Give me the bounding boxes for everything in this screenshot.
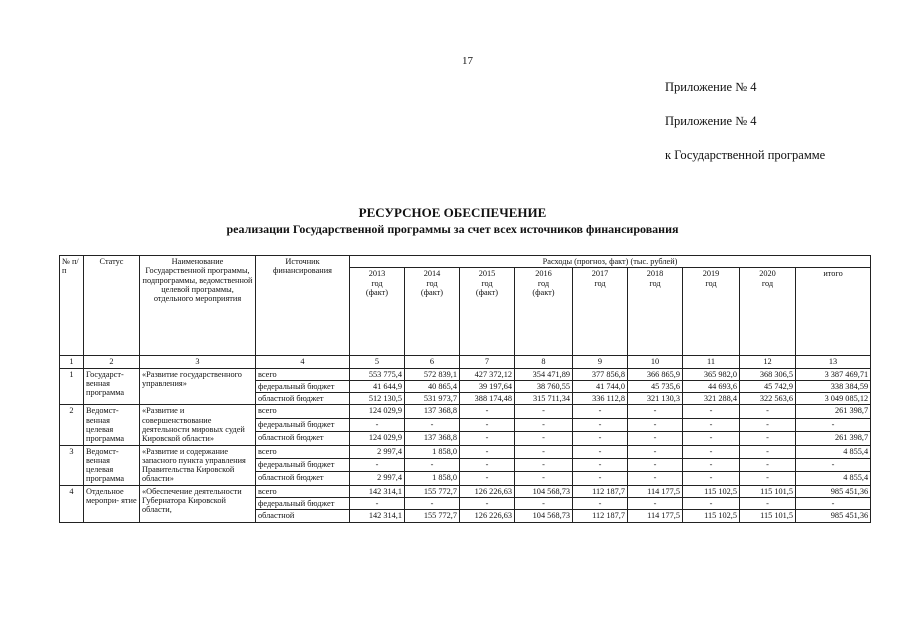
row-value: 365 982,0 (683, 368, 740, 380)
column-number: 11 (683, 356, 740, 368)
appendix-line-2: Приложение № 4 (665, 114, 757, 128)
row-value: 114 177,5 (628, 485, 683, 497)
header-total: итого (796, 268, 871, 356)
header-year-6 (683, 268, 740, 356)
document-subtitle: реализации Государственной программы за счет всех источников финансирования (226, 222, 679, 236)
row-value: - (683, 497, 740, 509)
row-value: 142 314,1 (350, 485, 405, 497)
row-value: - (405, 418, 460, 431)
header-year-3 (515, 268, 573, 356)
row-value: 321 130,3 (628, 393, 683, 405)
row-value: - (628, 405, 683, 418)
row-value: 2 997,4 (350, 445, 405, 458)
row-value: - (683, 432, 740, 445)
column-number: 3 (140, 356, 256, 368)
row-status: Ведомст- венная целевая программа (84, 445, 140, 485)
row-source: областной (256, 510, 350, 522)
row-value: 124 029,9 (350, 405, 405, 418)
header-expenses: Расходы (прогноз, факт) (тыс. рублей) (350, 256, 871, 268)
row-value: - (515, 445, 573, 458)
row-value: 115 101,5 (740, 510, 796, 522)
header-year-f: (факт) (365, 287, 389, 297)
row-value: - (683, 472, 740, 485)
header-year-f: (факт) (475, 287, 499, 297)
row-value: 41 644,9 (350, 380, 405, 392)
resource-table (59, 255, 871, 523)
row-value: - (740, 445, 796, 458)
row-value: 512 130,5 (350, 393, 405, 405)
header-year-0 (350, 268, 405, 356)
row-value: 572 839,1 (405, 368, 460, 380)
row-value: 427 372,12 (460, 368, 515, 380)
row-value: 39 197,64 (460, 380, 515, 392)
row-value: - (740, 472, 796, 485)
row-value: 4 855,4 (796, 472, 871, 485)
column-number: 2 (84, 356, 140, 368)
row-value: - (350, 497, 405, 509)
row-value: 45 735,6 (628, 380, 683, 392)
row-source: федеральный бюджет (256, 380, 350, 392)
row-value: 104 568,73 (515, 510, 573, 522)
row-value: 142 314,1 (350, 510, 405, 522)
header-year-1 (405, 268, 460, 356)
row-value: - (628, 472, 683, 485)
header-year-g: год (426, 278, 438, 288)
row-source: федеральный бюджет (256, 497, 350, 509)
row-number: 3 (60, 445, 84, 485)
header-year-y: 2014 (423, 269, 441, 279)
header-year-y: 2020 (759, 269, 776, 279)
header-year-g: год (761, 278, 774, 288)
row-source: всего (256, 445, 350, 458)
row-value: 321 288,4 (683, 393, 740, 405)
row-value: 366 865,9 (628, 368, 683, 380)
row-value: 112 187,7 (573, 510, 628, 522)
header-year-7 (740, 268, 796, 356)
row-value: 261 398,7 (796, 405, 871, 418)
row-value: 322 563,6 (740, 393, 796, 405)
row-value: 115 102,5 (683, 510, 740, 522)
row-value: 1 858,0 (405, 445, 460, 458)
appendix-line-1: Приложение № 4 (665, 80, 757, 94)
row-value: 155 772,7 (405, 510, 460, 522)
header-year-g: год (705, 278, 717, 288)
appendix-line-3: к Государственной программе (665, 148, 826, 162)
header-year-f: (факт) (420, 287, 444, 297)
row-value: - (350, 418, 405, 431)
header-year-5 (628, 268, 683, 356)
row-source: областной бюджет (256, 432, 350, 445)
row-value: 40 865,4 (405, 380, 460, 392)
column-number-row (60, 356, 871, 368)
row-value: - (628, 458, 683, 471)
header-no: № п/п (60, 256, 84, 356)
row-status: Отдельное меропри- ятие (84, 485, 140, 522)
row-value: 1 858,0 (405, 472, 460, 485)
row-value: - (515, 418, 573, 431)
header-year-2 (460, 268, 515, 356)
header-year-y: 2016 (535, 269, 552, 279)
column-number: 13 (796, 356, 871, 368)
header-year-g: год (537, 278, 550, 288)
row-value: - (515, 497, 573, 509)
row-value: 155 772,7 (405, 485, 460, 497)
row-value: - (573, 497, 628, 509)
header-year-g: год (594, 278, 606, 288)
header-year-y: 2017 (591, 269, 609, 279)
header-year-f: (факт) (532, 287, 555, 297)
row-value: - (460, 472, 515, 485)
header-year-g: год (371, 278, 383, 288)
row-value: 115 102,5 (683, 485, 740, 497)
resource-table-wrap (59, 255, 871, 523)
row-value: - (515, 405, 573, 418)
row-number: 1 (60, 368, 84, 405)
row-status: Ведомст- венная целевая программа (84, 405, 140, 445)
table-row (60, 445, 871, 458)
row-program-name: «Развитие и содержание запасного пункта управления Правительства Кировской области» (140, 445, 256, 485)
row-value: - (573, 472, 628, 485)
row-value: 44 693,6 (683, 380, 740, 392)
row-value: - (515, 432, 573, 445)
header-year-g: год (481, 278, 493, 288)
table-row (60, 485, 871, 497)
column-number: 5 (350, 356, 405, 368)
row-value: - (573, 418, 628, 431)
row-status: Государст- венная программа (84, 368, 140, 405)
row-value: - (573, 405, 628, 418)
row-value: 112 187,7 (573, 485, 628, 497)
table-row (60, 405, 871, 418)
row-value: - (740, 418, 796, 431)
row-value: - (796, 418, 871, 431)
row-value: - (628, 418, 683, 431)
row-value: 115 101,5 (740, 485, 796, 497)
row-program-name: «Обеспечение деятельности Губернатора Кировской области, (140, 485, 256, 522)
row-value: - (740, 458, 796, 471)
table-row (60, 368, 871, 380)
row-value: 531 973,7 (405, 393, 460, 405)
row-value: 3 049 085,12 (796, 393, 871, 405)
row-source: областной бюджет (256, 472, 350, 485)
row-value: - (515, 472, 573, 485)
row-value: 388 174,48 (460, 393, 515, 405)
row-number: 4 (60, 485, 84, 522)
row-value: - (573, 458, 628, 471)
row-value: 41 744,0 (573, 380, 628, 392)
row-value: - (683, 405, 740, 418)
row-source: федеральный бюджет (256, 458, 350, 471)
row-value: - (460, 445, 515, 458)
row-value: 338 384,59 (796, 380, 871, 392)
row-value: - (405, 458, 460, 471)
row-value: 4 855,4 (796, 445, 871, 458)
row-value: 137 368,8 (405, 432, 460, 445)
row-value: 985 451,36 (796, 485, 871, 497)
row-value: - (573, 432, 628, 445)
row-value: - (460, 405, 515, 418)
row-value: 126 226,63 (460, 485, 515, 497)
row-value: 261 398,7 (796, 432, 871, 445)
row-value: - (460, 458, 515, 471)
row-value: - (740, 497, 796, 509)
row-value: 3 387 469,71 (796, 368, 871, 380)
row-value: 985 451,36 (796, 510, 871, 522)
row-value: 315 711,34 (515, 393, 573, 405)
header-year-y: 2018 (646, 269, 664, 279)
row-value: 45 742,9 (740, 380, 796, 392)
row-value: - (628, 497, 683, 509)
header-year-g: год (649, 278, 661, 288)
column-number: 4 (256, 356, 350, 368)
row-source: всего (256, 368, 350, 380)
page-number: 17 (462, 55, 473, 67)
row-value: - (405, 497, 460, 509)
column-number: 1 (60, 356, 84, 368)
row-value: - (796, 497, 871, 509)
row-value: 38 760,55 (515, 380, 573, 392)
row-source: всего (256, 485, 350, 497)
row-value: - (628, 432, 683, 445)
header-year-y: 2013 (368, 269, 386, 279)
row-value: 124 029,9 (350, 432, 405, 445)
row-value: 126 226,63 (460, 510, 515, 522)
header-name: Наименование Государственной программы, подпрограммы, ведомственной целевой программы, отдельного мероприятия (140, 256, 256, 356)
row-value: - (573, 445, 628, 458)
row-value: - (350, 458, 405, 471)
row-value: - (515, 458, 573, 471)
header-year-y: 2019 (702, 269, 720, 279)
column-number: 10 (628, 356, 683, 368)
column-number: 7 (460, 356, 515, 368)
row-value: - (683, 418, 740, 431)
column-number: 9 (573, 356, 628, 368)
row-value: - (740, 405, 796, 418)
row-number: 2 (60, 405, 84, 445)
row-value: - (796, 458, 871, 471)
row-value: 114 177,5 (628, 510, 683, 522)
row-value: 104 568,73 (515, 485, 573, 497)
column-number: 6 (405, 356, 460, 368)
row-value: 2 997,4 (350, 472, 405, 485)
row-value: - (683, 458, 740, 471)
row-program-name: «Развитие и совершенствование деятельности мировых судей Кировской области» (140, 405, 256, 445)
row-value: - (460, 432, 515, 445)
row-value: - (740, 432, 796, 445)
row-source: всего (256, 405, 350, 418)
row-value: 377 856,8 (573, 368, 628, 380)
row-program-name: «Развитие государственного управления» (140, 368, 256, 405)
document-title: РЕСУРСНОЕ ОБЕСПЕЧЕНИЕ (358, 205, 547, 220)
row-value: - (683, 445, 740, 458)
row-value: 336 112,8 (573, 393, 628, 405)
row-value: - (628, 445, 683, 458)
row-value: 137 368,8 (405, 405, 460, 418)
row-value: 553 775,4 (350, 368, 405, 380)
header-row-1 (60, 256, 871, 268)
row-value: - (460, 497, 515, 509)
header-source: Источник финансирования (256, 256, 350, 356)
column-number: 12 (740, 356, 796, 368)
row-value: 368 306,5 (740, 368, 796, 380)
header-year-y: 2015 (478, 269, 496, 279)
header-status: Статус (84, 256, 140, 356)
row-value: 354 471,89 (515, 368, 573, 380)
row-source: областной бюджет (256, 393, 350, 405)
row-source: федеральный бюджет (256, 418, 350, 431)
column-number: 8 (515, 356, 573, 368)
row-value: - (460, 418, 515, 431)
header-year-4 (573, 268, 628, 356)
